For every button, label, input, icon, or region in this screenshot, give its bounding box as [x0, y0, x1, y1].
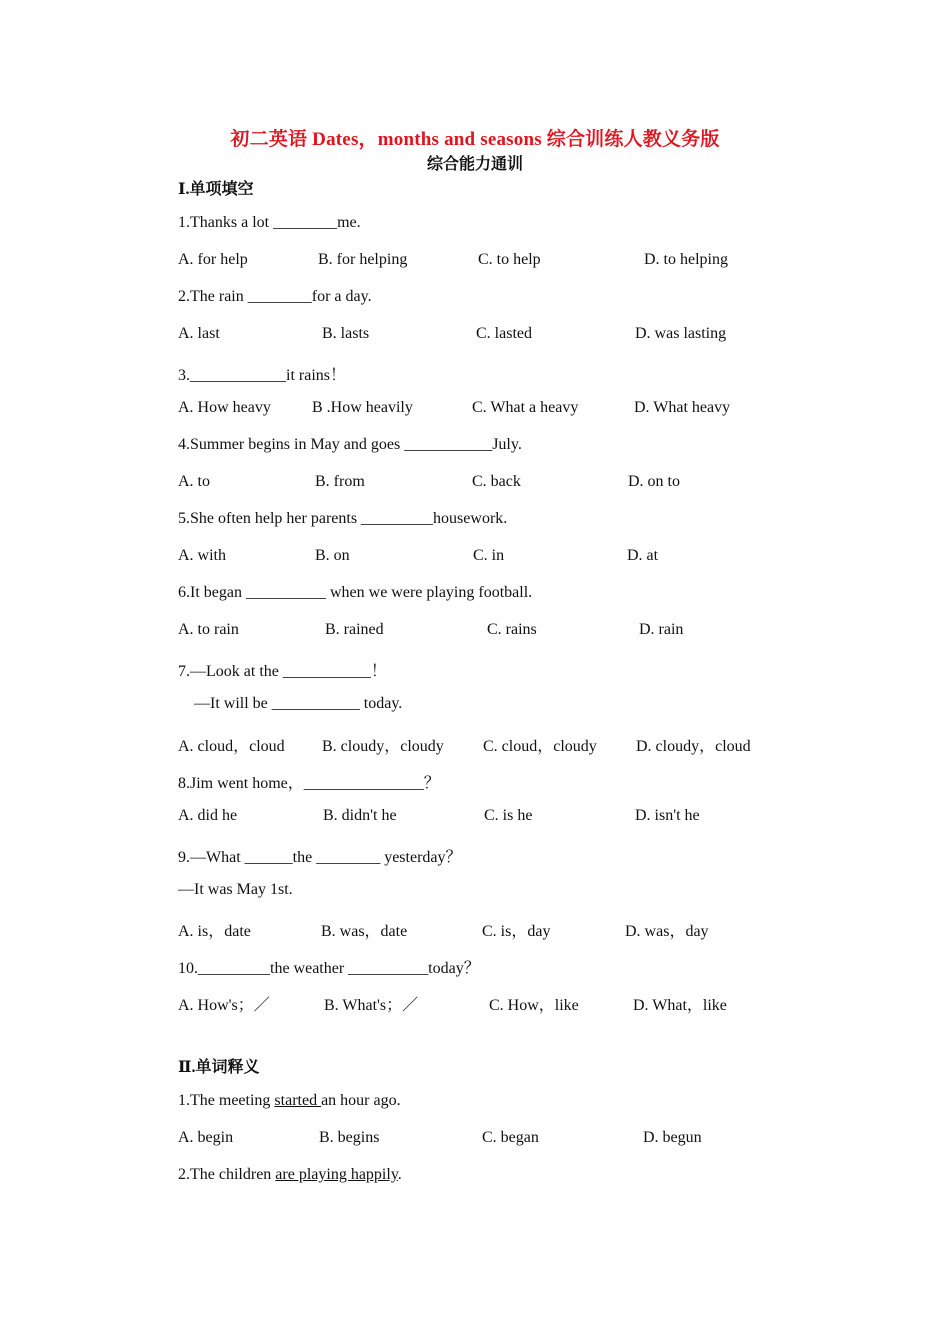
option-a: A. to rain: [178, 621, 239, 638]
option-d: D. was，day: [625, 923, 709, 940]
question-stem: 5.She often help her parents _________housework.: [178, 510, 508, 527]
option-c: C. is he: [484, 807, 533, 824]
stem-text: an hour ago.: [321, 1092, 401, 1109]
option-c: C. cloud，cloudy: [483, 738, 597, 755]
option-d: D. What heavy: [634, 399, 731, 416]
question-stem: 8.Jim went home，_______________？: [178, 775, 440, 792]
stem-text: .: [397, 1166, 402, 1183]
option-row: [178, 1129, 798, 1151]
option-d: D. What，like: [633, 997, 727, 1014]
question-stem: 10._________the weather __________today？: [178, 960, 480, 977]
stem-text: 2.The children: [178, 1166, 276, 1183]
option-row: [178, 918, 798, 940]
option-d: D. to helping: [644, 251, 728, 268]
option-b: B. on: [315, 547, 350, 564]
question-stem: 2.The rain ________for a day.: [178, 288, 372, 305]
question-stem: [178, 1092, 401, 1110]
option-a: A. How's；／: [178, 997, 270, 1014]
question-stem: 3.____________it rains！: [178, 367, 346, 384]
option-c: C. back: [472, 473, 521, 490]
option-row: [178, 251, 798, 273]
option-b: B. didn't he: [323, 807, 397, 824]
option-d: D. was lasting: [635, 325, 727, 342]
option-b: B. cloudy，cloudy: [322, 738, 444, 755]
option-row: [178, 733, 798, 755]
question-stem-reply: —It was May 1st.: [178, 881, 293, 898]
option-row: [178, 547, 798, 569]
option-a: A. with: [178, 547, 226, 564]
option-b: B. from: [315, 473, 365, 490]
question-stem: [178, 1166, 402, 1184]
option-a: A. for help: [178, 251, 248, 268]
option-a: A. begin: [178, 1129, 234, 1146]
option-b: B. for helping: [318, 251, 408, 268]
document-title: 初二英语 Dates，months and seasons 综合训练人教义务版: [230, 129, 720, 150]
document-subtitle: 综合能力通训: [426, 156, 523, 173]
option-row: [178, 621, 798, 643]
option-b: B. rained: [325, 621, 384, 638]
option-c: C. What a heavy: [472, 399, 579, 416]
option-row: [178, 473, 798, 495]
option-c: C. began: [482, 1129, 539, 1146]
option-row: [178, 807, 798, 829]
question-stem: 9.—What ______the ________ yesterday？: [178, 849, 462, 866]
option-c: C. in: [473, 547, 505, 564]
option-c: C. How，like: [489, 997, 579, 1014]
option-a: A. cloud，cloud: [178, 738, 285, 755]
option-b: B. lasts: [322, 325, 370, 342]
option-row: [178, 325, 798, 347]
option-d: D. isn't he: [635, 807, 700, 824]
option-d: D. at: [627, 547, 659, 564]
option-row: [178, 992, 798, 1014]
option-c: C. to help: [478, 251, 541, 268]
option-b: B .How heavily: [312, 399, 413, 416]
question-stem-reply: —It will be ___________ today.: [194, 695, 403, 712]
stem-text: 1.The meeting: [178, 1092, 275, 1109]
question-stem: 1.Thanks a lot ________me.: [178, 214, 361, 231]
option-d: D. on to: [628, 473, 680, 490]
option-a: A. last: [178, 325, 220, 342]
underlined-phrase: are playing happily: [275, 1166, 398, 1183]
option-a: A. is，date: [178, 923, 251, 940]
option-b: B. begins: [319, 1129, 380, 1146]
option-b: B. was，date: [321, 923, 408, 940]
underlined-word: started: [274, 1092, 322, 1109]
question-stem: 6.It began __________ when we were playing football.: [178, 584, 533, 601]
option-c: C. lasted: [476, 325, 532, 342]
section-heading-1: Ⅰ.单项填空: [178, 181, 254, 198]
option-row: [178, 399, 798, 421]
option-d: D. rain: [639, 621, 684, 638]
option-b: B. What's；／: [324, 997, 419, 1014]
option-d: D. begun: [643, 1129, 702, 1146]
option-c: C. is，day: [482, 923, 551, 940]
question-stem: 4.Summer begins in May and goes ___________July.: [178, 436, 522, 453]
section-heading-2: Ⅱ.单词释义: [178, 1059, 260, 1076]
option-a: A. How heavy: [178, 399, 271, 416]
option-d: D. cloudy，cloud: [636, 738, 751, 755]
question-stem: 7.—Look at the ___________！: [178, 663, 387, 680]
option-a: A. to: [178, 473, 210, 490]
option-a: A. did he: [178, 807, 238, 824]
option-c: C. rains: [487, 621, 537, 638]
